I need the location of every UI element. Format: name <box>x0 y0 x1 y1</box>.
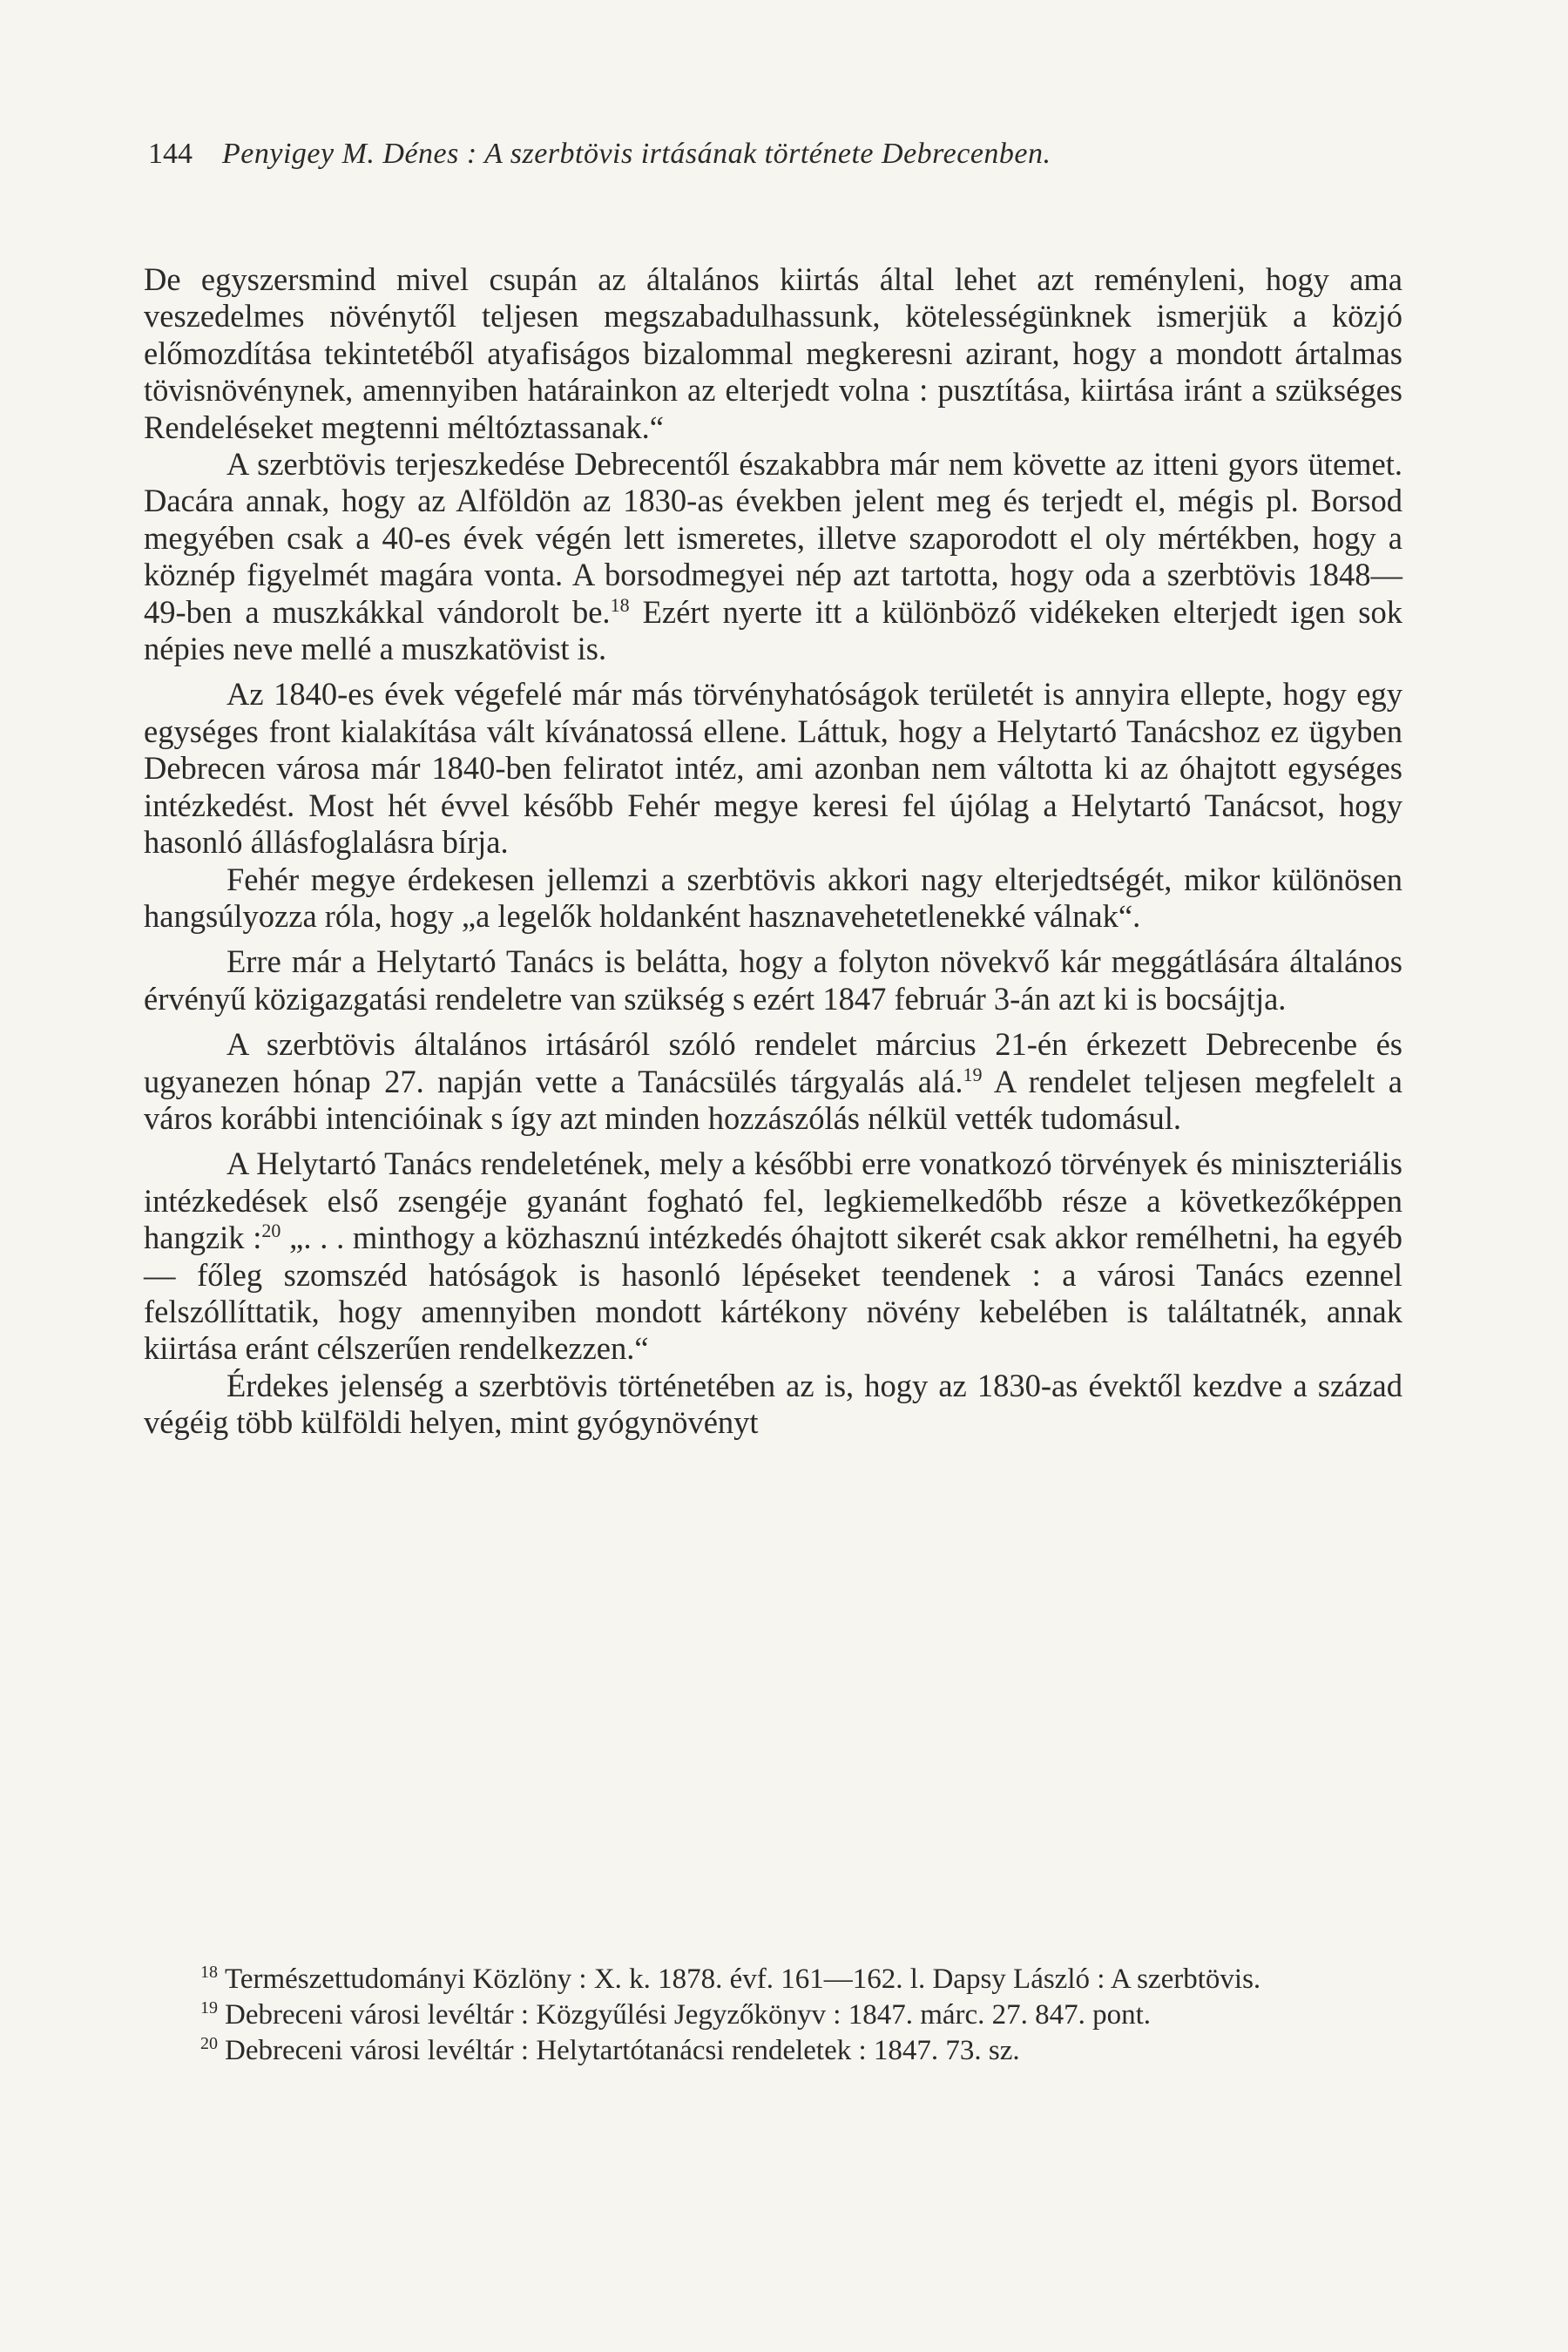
footnote-text: Debreceni városi levéltár : Helytartótanácsi rendeletek : 1847. 73. sz. <box>225 2035 1020 2066</box>
paragraph <box>144 1368 1402 1442</box>
paragraph-text: A rendelet teljesen megfelelt a város korábbi intencióinak s így azt minden hozzászólás nélkül vették tudomásul. <box>144 1063 1402 1136</box>
paragraph <box>144 943 1402 1017</box>
footnote-ref: 20 <box>261 1220 281 1241</box>
paragraph-quote-ending <box>144 261 1402 446</box>
footnote <box>144 1999 1402 2031</box>
paragraph-text: Ezért nyerte itt a különböző vidékeken elterjedt igen sok népies neve mellé a muszkatövist is. <box>144 593 1403 667</box>
paragraph <box>144 1026 1402 1137</box>
footnote-ref: 18 <box>610 593 630 616</box>
footnote-number: 18 <box>200 1963 218 1982</box>
body-text <box>144 261 1402 1442</box>
footnote-ref: 19 <box>963 1063 983 1085</box>
running-header <box>148 135 1411 173</box>
paragraph-text: De egyszersmind mivel csupán az általános kiirtás által lehet azt reményleni, hogy ama veszedelmes növénytől teljesen megszabadulhassunk, kötelességünknek ismerjük a közjó előmozdítása tekintetéből atyafiságos bizalommal megkeresni azirant, hogy a mondott ártalmas tövisnövénynek, amennyiben határainkon az elterjedt volna : pusztítása, kiirtása iránt a szükséges Rendeléseket megtenni méltóztassanak.“ <box>144 261 1402 445</box>
paragraph <box>144 676 1402 861</box>
paragraph-text: „. . . minthogy a közhasznú intézkedés óhajtott sikerét csak akkor remélhetni, ha egyéb — főleg szomszéd hatóságok is hasonló lépéseket teendenek : a városi Tanács ezennel felszóllíttatik, hogy amennyiben mondott kártékony növény kebelében is találtatnék, annak kiirtása eránt célszerűen rendelkezzen.“ <box>144 1220 1402 1367</box>
running-title: Penyigey M. Dénes : A szerbtövis irtásának története Debrecenben. <box>222 138 1051 170</box>
footnote-text: Természettudományi Közlöny : X. k. 1878. évf. 161—162. l. Dapsy László : A szerbtövis. <box>225 1963 1261 1995</box>
page-number: 144 <box>148 138 193 170</box>
footnote-number: 20 <box>200 2034 218 2053</box>
paragraph <box>144 1146 1402 1367</box>
paragraph <box>144 446 1402 667</box>
paragraph-text: Fehér megye érdekesen jellemzi a szerbtövis akkori nagy elterjedtségét, mikor különösen hangsúlyozza róla, hogy „a legelők holdanként hasznavehetetlenekké válnak“. <box>144 861 1402 934</box>
footnote-text: Debreceni városi levéltár : Közgyűlési Jegyzőkönyv : 1847. márc. 27. 847. pont. <box>225 1999 1152 2031</box>
paragraph-text: A Helytartó Tanács rendeletének, mely a későbbi erre vonatkozó törvények és miniszteriális intézkedések első zsengéje gyanánt fogható fel, legkiemelkedőbb része a következőképpen hangzik : <box>144 1146 1402 1256</box>
paragraph <box>144 862 1402 936</box>
footnotes <box>144 1963 1402 2071</box>
paragraph-text: A szerbtövis terjeszkedése Debrecentől északabbra már nem követte az itteni gyors ütemet. Dacára annak, hogy az Alföldön az 1830-as években jelent meg és terjedt el, mégis pl. Borsod megyében csak a 40-es évek végén lett ismeretes, illetve szaporodott el oly mértékben, hogy a köznép figyelmét magára vonta. A borsodmegyei nép azt tartotta, hogy oda a szerbtövis 1848—49-ben a muszkákkal vándorolt be. <box>144 446 1402 630</box>
footnote-number: 19 <box>200 1998 218 2017</box>
paragraph-text: Az 1840-es évek végefelé már más törvényhatóságok területét is annyira ellepte, hogy egy egységes front kialakítása vált kívánatossá ellene. Láttuk, hogy a Helytartó Tanácshoz ez ügyben Debrecen városa már 1840-ben feliratot intéz, ami azonban nem váltotta ki az óhajtott egységes intézkedést. Most hét évvel később Fehér megye keresi fel újólag a Helytartó Tanácsot, hogy hasonló állásfoglalásra bírja. <box>144 676 1402 861</box>
paragraph-text: A szerbtövis általános irtásáról szóló rendelet március 21-én érkezett Debrecenbe és ugyanezen hónap 27. napján vette a Tanácsülés tárgyalás alá. <box>144 1026 1402 1099</box>
footnote <box>144 2035 1402 2067</box>
paragraph-text: Érdekes jelenség a szerbtövis történetében az is, hogy az 1830-as évektől kezdve a század végéig több külföldi helyen, mint gyógynövényt <box>144 1367 1402 1441</box>
paragraph-text: Erre már a Helytartó Tanács is belátta, hogy a folyton növekvő kár meggátlására általános érvényű közigazgatási rendeletre van szükség s ezért 1847 február 3-án azt ki is bocsájtja. <box>144 943 1402 1017</box>
footnote <box>144 1963 1402 1996</box>
